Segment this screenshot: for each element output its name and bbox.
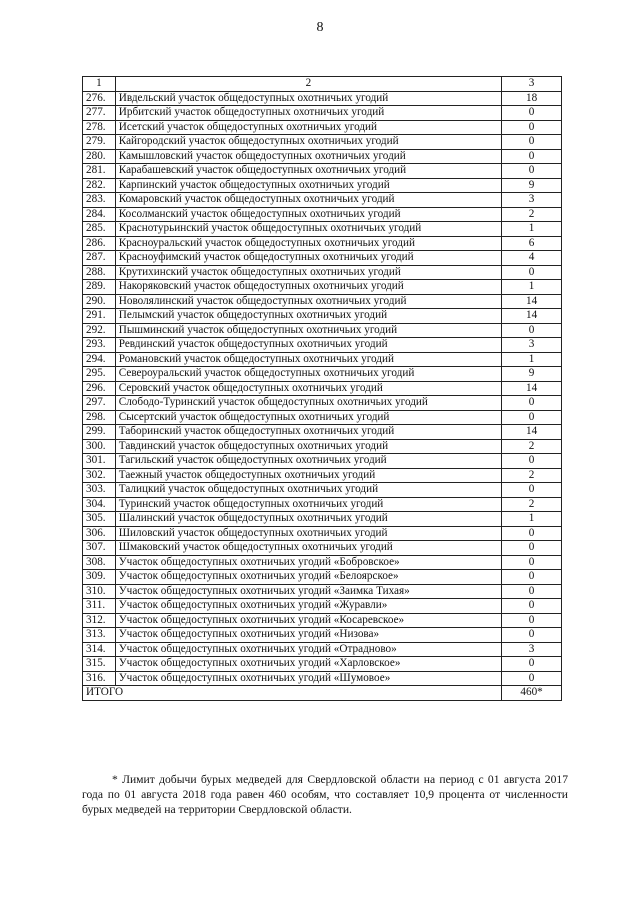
row-name: Романовский участок общедоступных охотничьих угодий (115, 352, 501, 367)
table-row (83, 396, 562, 411)
limits-table-body (83, 77, 562, 701)
row-value: 0 (502, 483, 562, 498)
row-number: 312. (83, 613, 116, 628)
row-number: 282. (83, 178, 116, 193)
row-number: 308. (83, 555, 116, 570)
row-value: 1 (502, 352, 562, 367)
table-row (83, 236, 562, 251)
row-name: Слободо-Туринский участок общедоступных охотничьих угодий (115, 396, 501, 411)
row-value: 1 (502, 512, 562, 527)
row-number: 284. (83, 207, 116, 222)
row-name: Шалинский участок общедоступных охотничьих угодий (115, 512, 501, 527)
row-name: Краснотурьинский участок общедоступных охотничьих угодий (115, 222, 501, 237)
row-name: Кайгородский участок общедоступных охотничьих угодий (115, 135, 501, 150)
row-number: 285. (83, 222, 116, 237)
row-value: 9 (502, 367, 562, 382)
total-value: 460* (502, 686, 562, 701)
table-row (83, 410, 562, 425)
page-number: 8 (316, 20, 324, 35)
row-value: 0 (502, 396, 562, 411)
table-row (83, 468, 562, 483)
row-value: 18 (502, 91, 562, 106)
table-row (83, 584, 562, 599)
row-name: Исетский участок общедоступных охотничьих угодий (115, 120, 501, 135)
row-value: 0 (502, 628, 562, 643)
row-value: 0 (502, 555, 562, 570)
row-name: Участок общедоступных охотничьих угодий «Заимка Тихая» (115, 584, 501, 599)
row-value: 14 (502, 425, 562, 440)
row-number: 289. (83, 280, 116, 295)
table-row (83, 309, 562, 324)
row-value: 1 (502, 280, 562, 295)
row-name: Шмаковский участок общедоступных охотничьих угодий (115, 541, 501, 556)
row-value: 0 (502, 657, 562, 672)
table-row (83, 207, 562, 222)
table-row (83, 454, 562, 469)
limits-table (82, 76, 562, 701)
footnote-text: * Лимит добычи бурых медведей для Свердловской области на период с 01 августа 2017 года по 01 августа 2018 года равен 460 особям, что составляет 10,9 процента от численности бурых медведей на территории Свердловской области. (82, 773, 568, 816)
table-row (83, 91, 562, 106)
row-number: 287. (83, 251, 116, 266)
table-row (83, 120, 562, 135)
row-name: Тагильский участок общедоступных охотничьих угодий (115, 454, 501, 469)
row-name: Участок общедоступных охотничьих угодий «Бобровское» (115, 555, 501, 570)
row-name: Участок общедоступных охотничьих угодий «Низова» (115, 628, 501, 643)
row-name: Серовский участок общедоступных охотничьих угодий (115, 381, 501, 396)
row-name: Пелымский участок общедоступных охотничьих угодий (115, 309, 501, 324)
row-number: 302. (83, 468, 116, 483)
row-name: Накоряковский участок общедоступных охотничьих угодий (115, 280, 501, 295)
table-row (83, 497, 562, 512)
row-number: 309. (83, 570, 116, 585)
row-value: 3 (502, 642, 562, 657)
row-name: Таборинский участок общедоступных охотничьих угодий (115, 425, 501, 440)
table-row (83, 323, 562, 338)
row-name: Пышминский участок общедоступных охотничьих угодий (115, 323, 501, 338)
row-value: 0 (502, 570, 562, 585)
row-value: 0 (502, 323, 562, 338)
row-value: 0 (502, 135, 562, 150)
total-label: ИТОГО (83, 686, 502, 701)
row-value: 2 (502, 497, 562, 512)
row-name: Красноуральский участок общедоступных охотничьих угодий (115, 236, 501, 251)
footnote (82, 772, 568, 817)
row-number: 281. (83, 164, 116, 179)
row-value: 1 (502, 222, 562, 237)
row-value: 0 (502, 265, 562, 280)
row-number: 294. (83, 352, 116, 367)
row-number: 288. (83, 265, 116, 280)
row-value: 3 (502, 338, 562, 353)
row-number: 298. (83, 410, 116, 425)
row-name: Ирбитский участок общедоступных охотничьих угодий (115, 106, 501, 121)
table-row (83, 671, 562, 686)
row-name: Шиловский участок общедоступных охотничьих угодий (115, 526, 501, 541)
row-name: Карабашевский участок общедоступных охотничьих угодий (115, 164, 501, 179)
row-number: 280. (83, 149, 116, 164)
table-row (83, 657, 562, 672)
row-value: 0 (502, 410, 562, 425)
table-row (83, 265, 562, 280)
row-value: 0 (502, 164, 562, 179)
table-row (83, 338, 562, 353)
table-row (83, 599, 562, 614)
row-value: 2 (502, 468, 562, 483)
table-row (83, 613, 562, 628)
table-row (83, 280, 562, 295)
row-number: 306. (83, 526, 116, 541)
row-number: 296. (83, 381, 116, 396)
table-row (83, 570, 562, 585)
row-number: 311. (83, 599, 116, 614)
row-number: 291. (83, 309, 116, 324)
table-row (83, 526, 562, 541)
row-name: Ревдинский участок общедоступных охотничьих угодий (115, 338, 501, 353)
row-number: 314. (83, 642, 116, 657)
table-row (83, 628, 562, 643)
table-row (83, 193, 562, 208)
row-name: Новолялинский участок общедоступных охотничьих угодий (115, 294, 501, 309)
row-value: 0 (502, 526, 562, 541)
row-value: 0 (502, 454, 562, 469)
table-row (83, 367, 562, 382)
row-number: 300. (83, 439, 116, 454)
row-value: 14 (502, 381, 562, 396)
row-number: 292. (83, 323, 116, 338)
row-name: Участок общедоступных охотничьих угодий «Косаревское» (115, 613, 501, 628)
table-row (83, 439, 562, 454)
row-number: 307. (83, 541, 116, 556)
row-name: Сысертский участок общедоступных охотничьих угодий (115, 410, 501, 425)
row-number: 276. (83, 91, 116, 106)
table-row (83, 555, 562, 570)
row-number: 279. (83, 135, 116, 150)
row-name: Крутихинский участок общедоступных охотничьих угодий (115, 265, 501, 280)
row-value: 14 (502, 294, 562, 309)
row-number: 290. (83, 294, 116, 309)
table-header-row (83, 77, 562, 92)
row-name: Участок общедоступных охотничьих угодий «Харловское» (115, 657, 501, 672)
row-value: 0 (502, 149, 562, 164)
row-number: 313. (83, 628, 116, 643)
row-value: 0 (502, 584, 562, 599)
table-row (83, 135, 562, 150)
row-name: Камышловский участок общедоступных охотничьих угодий (115, 149, 501, 164)
row-number: 310. (83, 584, 116, 599)
row-value: 6 (502, 236, 562, 251)
row-value: 0 (502, 541, 562, 556)
total-row (83, 686, 562, 701)
table-row (83, 512, 562, 527)
table-row (83, 642, 562, 657)
row-value: 14 (502, 309, 562, 324)
row-number: 305. (83, 512, 116, 527)
table-row (83, 294, 562, 309)
row-number: 283. (83, 193, 116, 208)
row-name: Североуральский участок общедоступных охотничьих угодий (115, 367, 501, 382)
row-name: Участок общедоступных охотничьих угодий «Отрадново» (115, 642, 501, 657)
table-row (83, 164, 562, 179)
row-name: Участок общедоступных охотничьих угодий «Белоярское» (115, 570, 501, 585)
table-row (83, 483, 562, 498)
row-number: 299. (83, 425, 116, 440)
table-row (83, 381, 562, 396)
row-name: Комаровский участок общедоступных охотничьих угодий (115, 193, 501, 208)
header-col-3: 3 (502, 77, 562, 92)
table-row (83, 425, 562, 440)
row-number: 316. (83, 671, 116, 686)
row-value: 3 (502, 193, 562, 208)
row-number: 293. (83, 338, 116, 353)
table-row (83, 178, 562, 193)
row-value: 2 (502, 207, 562, 222)
row-number: 297. (83, 396, 116, 411)
row-number: 295. (83, 367, 116, 382)
row-name: Талицкий участок общедоступных охотничьих угодий (115, 483, 501, 498)
row-number: 301. (83, 454, 116, 469)
row-value: 2 (502, 439, 562, 454)
row-value: 0 (502, 120, 562, 135)
row-number: 303. (83, 483, 116, 498)
row-value: 0 (502, 671, 562, 686)
row-name: Ивдельский участок общедоступных охотничьих угодий (115, 91, 501, 106)
row-number: 278. (83, 120, 116, 135)
row-number: 286. (83, 236, 116, 251)
row-number: 315. (83, 657, 116, 672)
row-name: Косолманский участок общедоступных охотничьих угодий (115, 207, 501, 222)
row-value: 0 (502, 613, 562, 628)
row-number: 304. (83, 497, 116, 512)
table-row (83, 352, 562, 367)
row-name: Туринский участок общедоступных охотничьих угодий (115, 497, 501, 512)
table-row (83, 106, 562, 121)
row-name: Участок общедоступных охотничьих угодий «Шумовое» (115, 671, 501, 686)
table-row (83, 251, 562, 266)
row-name: Карпинский участок общедоступных охотничьих угодий (115, 178, 501, 193)
row-value: 9 (502, 178, 562, 193)
row-value: 0 (502, 106, 562, 121)
header-col-1: 1 (83, 77, 116, 92)
header-col-2: 2 (115, 77, 501, 92)
row-name: Тавдинский участок общедоступных охотничьих угодий (115, 439, 501, 454)
row-value: 0 (502, 599, 562, 614)
row-name: Красноуфимский участок общедоступных охотничьих угодий (115, 251, 501, 266)
row-number: 277. (83, 106, 116, 121)
table-row (83, 149, 562, 164)
row-name: Таежный участок общедоступных охотничьих угодий (115, 468, 501, 483)
row-name: Участок общедоступных охотничьих угодий «Журавли» (115, 599, 501, 614)
table-row (83, 541, 562, 556)
table-row (83, 222, 562, 237)
row-value: 4 (502, 251, 562, 266)
